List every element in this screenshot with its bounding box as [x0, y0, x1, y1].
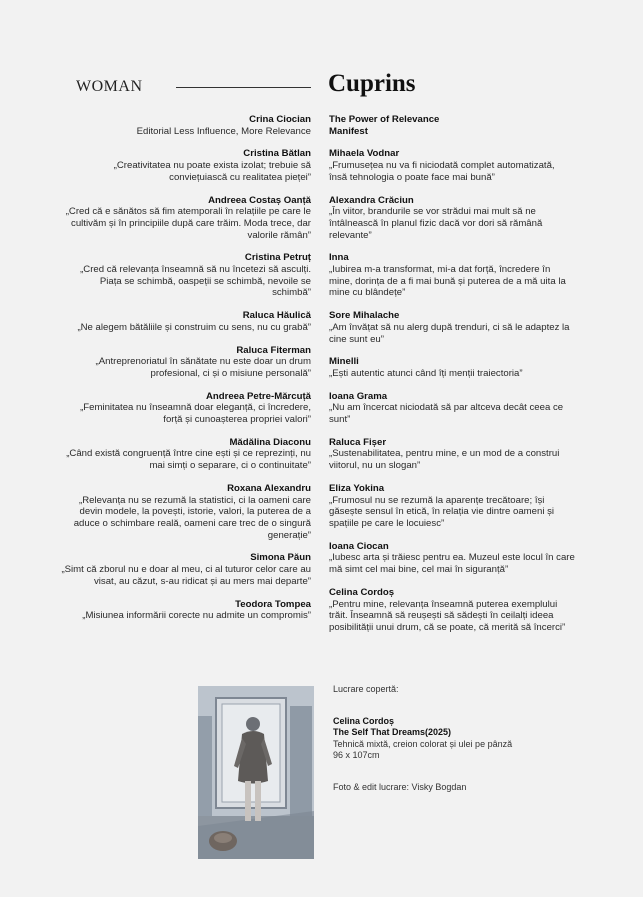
entry-name: Eliza Yokina — [329, 482, 385, 494]
page-title: Cuprins — [328, 70, 416, 97]
contents-entry — [60, 252, 311, 299]
entry-name: Sore Mihalache — [329, 310, 400, 322]
entry-name: Mădălina Diaconu — [229, 436, 311, 448]
caption-spacer — [333, 696, 512, 716]
contents-entry — [60, 195, 311, 242]
caption-dimensions: 96 x 107cm — [333, 750, 380, 760]
entry-text: „Creativitatea nu poate exista izolat; trebuie să conviețuiască cu realitatea pieței” — [113, 160, 311, 183]
caption-work-title: The Self That Dreams(2025) — [333, 727, 452, 737]
contents-entry — [60, 310, 311, 333]
entry-name: Cristina Petruț — [244, 252, 311, 264]
contents-entry — [329, 114, 575, 137]
caption-artist: Celina Cordoș — [333, 715, 395, 726]
right-contents-column — [329, 114, 575, 645]
entry-text: „Sustenabilitatea, pentru mine, e un mod de a construi viitorul, nu un slogan” — [329, 448, 560, 472]
entry-text: „Cred că e sănătos să fim atemporali în relațiile pe care le cultivăm și în principiile după care trăim. Moda trece, dar valorile rămân” — [65, 206, 311, 241]
entry-name: Crina Ciocian — [249, 114, 311, 125]
entry-text: „Relevanța nu se rezumă la statistici, ci la oameni care devin modele, la povești, istorie, valori, la puterea de a aduce o schimbare reală, oameni care trec de o singură generație” — [73, 494, 311, 541]
caption-technique: Tehnică mixtă, creion colorat și ulei pe pânză — [333, 738, 513, 749]
entry-name: Ioana Grama — [329, 390, 388, 402]
entry-text: „Am învățat să nu alerg după trenduri, ci să le adaptez la cine sunt eu” — [329, 321, 570, 345]
left-contents-column — [60, 114, 311, 633]
header-divider — [176, 87, 311, 88]
entry-text: „Antreprenoriatul în sănătate nu este doar un drum profesional, ci și o misiune personală” — [95, 356, 311, 379]
entry-text: „Iubesc arta și trăiesc pentru ea. Muzeul este locul în care mă simt cel mai bine, cel mai în siguranță” — [329, 552, 575, 576]
entry-name: Teodora Tompea — [235, 598, 311, 610]
contents-entry — [329, 391, 575, 426]
entry-name: Roxana Alexandru — [227, 482, 311, 494]
cover-caption — [333, 684, 512, 793]
entry-name: Alexandra Crăciun — [329, 194, 414, 206]
contents-entry — [329, 252, 575, 299]
entry-text: „Pentru mine, relevanța înseamnă puterea exemplului trăit. Înseamnă să reușești să sădești în ceilalți ideea posibilității unui drum, că se poate, că merită să încerci” — [329, 598, 566, 633]
entry-text: „Frumusețea nu va fi niciodată complet automatizată, însă tehnologia o poate face mai bună” — [329, 160, 555, 183]
contents-entry — [329, 437, 575, 472]
entry-text: „Misiunea informării corecte nu admite un compromis” — [82, 610, 311, 622]
entry-name: Andreea Petre-Mărcuță — [205, 390, 311, 402]
entry-text: „Feminitatea nu înseamnă doar eleganță, ci încredere, forță și cunoașterea propriei valori” — [80, 402, 311, 426]
contents-entry — [60, 483, 311, 542]
contents-entry — [60, 552, 311, 587]
contents-entry — [329, 587, 575, 634]
entry-name: Cristina Bătlan — [243, 148, 311, 160]
contents-entry — [60, 345, 311, 380]
entry-name: Raluca Fiterman — [236, 344, 311, 356]
contents-entry — [60, 391, 311, 426]
caption-spacer — [333, 762, 512, 782]
magazine-logo: WOMAN — [76, 78, 143, 95]
entry-name: Celina Cordoș — [329, 586, 395, 598]
contents-entry — [329, 148, 575, 183]
entry-name: Ioana Ciocan — [329, 540, 389, 552]
entry-text: „Simt că zborul nu e doar al meu, ci al tuturor celor care au visat, au căzut, s-au ridicat și au mers mai departe” — [61, 564, 311, 587]
entry-name: Raluca Hăulică — [242, 310, 311, 322]
caption-label: Lucrare copertă: — [333, 684, 399, 694]
entry-text: „În viitor, brandurile se vor strădui mai mult să ne întâlnească în planul fizic dacă vor dori să rămână relevante” — [329, 206, 543, 241]
contents-entry — [329, 483, 575, 530]
contents-entry — [329, 310, 575, 345]
entry-text: „Nu am încercat niciodată să par altceva decât ceea ce sunt” — [329, 402, 564, 426]
entry-text: „Ești autentic atunci când îți menții traiectoria” — [329, 367, 523, 379]
contents-entry — [329, 541, 575, 576]
entry-text: Editorial Less Influence, More Relevance — [136, 125, 311, 137]
entry-text: Manifest — [329, 125, 368, 137]
entry-text: „Ne alegem bătăliile și construim cu sens, nu cu grabă” — [77, 321, 311, 333]
entry-name: The Power of Relevance — [329, 114, 440, 125]
contents-entry — [60, 114, 311, 137]
entry-name: Mihaela Vodnar — [329, 148, 400, 160]
contents-entry — [60, 148, 311, 183]
entry-name: Simona Păun — [250, 552, 311, 564]
entry-name: Inna — [329, 252, 349, 264]
contents-entry — [60, 599, 311, 622]
entry-name: Andreea Costaș Oanță — [208, 194, 311, 206]
entry-text: „Iubirea m-a transformat, mi-a dat forță, încredere în mine, dorința de a fi mai bună și puterea de a mă uita la mine cu blândețe” — [329, 264, 566, 299]
cover-artwork-image — [198, 686, 314, 859]
entry-text: „Cred că relevanța înseamnă să nu încetezi să asculți. Piața se schimbă, oaspeții se schimbă, nevoile se schimbă” — [80, 264, 311, 299]
entry-name: Raluca Fișer — [329, 436, 387, 448]
contents-entry — [60, 437, 311, 472]
entry-name: Minelli — [329, 356, 359, 368]
caption-credit: Foto & edit lucrare: Visky Bogdan — [333, 781, 467, 792]
contents-entry — [329, 356, 575, 379]
entry-text: „Frumosul nu se rezumă la aparențe trecătoare; își găsește sensul în etică, în relația vie dintre oameni și spațiile pe care le locuiesc” — [329, 494, 555, 529]
contents-entry — [329, 195, 575, 242]
entry-text: „Când există congruență între cine ești și ce reprezinți, nu mai simți o separare, ci o continuitate” — [66, 448, 311, 472]
